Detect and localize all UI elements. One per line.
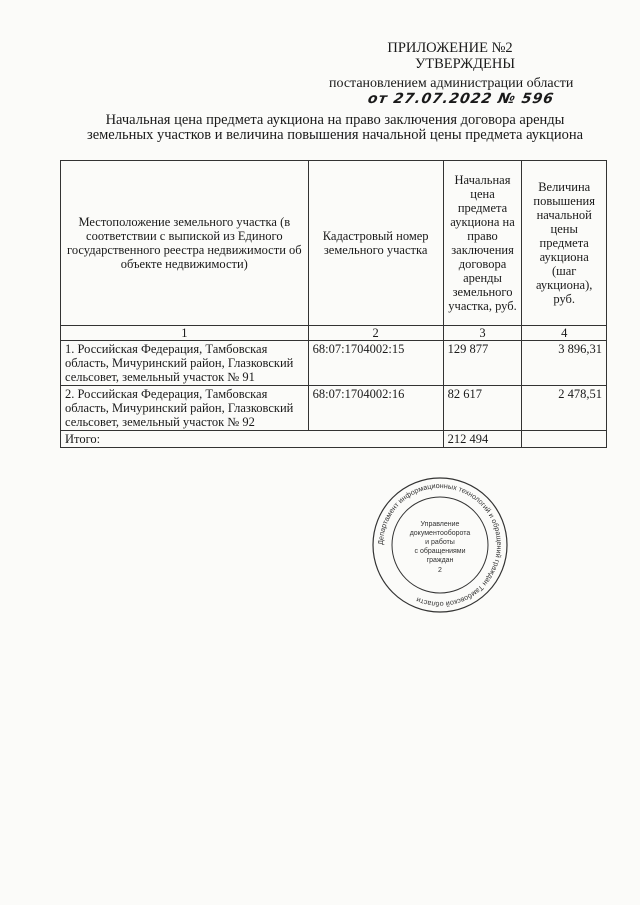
- table-row: [61, 386, 607, 431]
- column-number: 1: [61, 326, 309, 341]
- stamp-inner-line: Управление: [420, 521, 460, 528]
- location-cell: 2. Российская Федерация, Тамбовская область, Мичуринский район, Глазковский сельсовет, земельный участок № 92: [61, 386, 309, 431]
- appendix-number: ПРИЛОЖЕНИЕ №2: [387, 40, 513, 56]
- header-cadastral: Кадастровый номер земельного участка: [308, 161, 443, 326]
- start-price-cell: 129 877: [443, 341, 522, 386]
- header-location: Местоположение земельного участка (в соответствии с выпиской из Единого государственного реестра недвижимости об объекте недвижимости): [61, 161, 309, 326]
- stamp-inner-line: документооборота: [409, 530, 471, 537]
- cadastral-cell: 68:07:1704002:16: [308, 386, 443, 431]
- column-number: 2: [308, 326, 443, 341]
- start-price-cell: 82 617: [443, 386, 522, 431]
- step-cell: 2 478,51: [522, 386, 607, 431]
- table-header-row: [61, 161, 607, 326]
- column-number: 3: [443, 326, 522, 341]
- total-row: [61, 431, 607, 448]
- auction-table: [60, 160, 607, 448]
- approved-label: УТВЕРЖДЕНЫ: [414, 56, 516, 72]
- total-label: Итого:: [61, 431, 444, 448]
- total-value: 212 494: [443, 431, 522, 448]
- column-number-row: [61, 326, 607, 341]
- header-start-price: Начальная цена предмета аукциона на право заключения договора аренды земельного участка, руб.: [443, 161, 522, 326]
- location-cell: 1. Российская Федерация, Тамбовская область, Мичуринский район, Глазковский сельсовет, земельный участок № 91: [61, 341, 309, 386]
- stamp-inner-line: с обращениями: [414, 548, 466, 555]
- handwritten-date: от 27.07.2022 № 596: [366, 91, 556, 107]
- resolution-line: постановлением администрации области: [329, 76, 574, 91]
- stamp-inner-line: и работы: [425, 539, 455, 546]
- column-number: 4: [522, 326, 607, 341]
- official-stamp: [370, 475, 510, 615]
- header-step: Величина повышения начальной цены предмета аукциона (шаг аукциона), руб.: [522, 161, 607, 326]
- stamp-inner-line: 2: [438, 567, 442, 574]
- stamp-outer-text: Департамент информационных технологий и обращений граждан Тамбовской области: [375, 480, 505, 610]
- document-title: Начальная цена предмета аукциона на право заключения договора аренды земельных участков и величина повышения начальной цены предмета аукциона: [86, 112, 584, 143]
- stamp-inner-line: граждан: [426, 557, 454, 564]
- cadastral-cell: 68:07:1704002:15: [308, 341, 443, 386]
- step-cell: 3 896,31: [522, 341, 607, 386]
- total-empty-cell: [522, 431, 607, 448]
- appendix-header: [300, 40, 600, 72]
- table-row: [61, 341, 607, 386]
